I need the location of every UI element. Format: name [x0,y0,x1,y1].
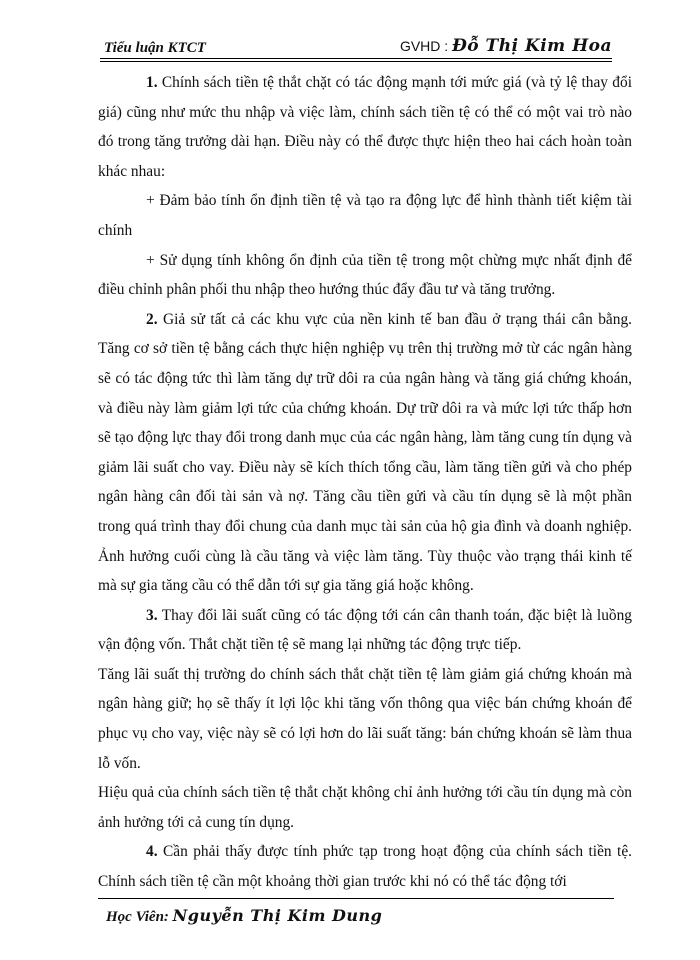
paragraph-1-text: Chính sách tiền tệ thắt chặt có tác động mạnh tới mức giá (và tỷ lệ thay đổi giá) cũng như mức thu nhập và việc làm, chính sách tiền tệ có thể có một vai trò nào đó trong tăng trưởng dài hạn. Điều này có thể được thực hiện theo hai cách hoàn toàn khác nhau: [98,74,632,180]
paragraph-4-text: Cần phải thấy được tính phức tạp trong hoạt động của chính sách tiền tệ. Chính sách tiền tệ cần một khoảng thời gian trước khi nó có thể tác động tới [98,843,632,891]
paragraph-3 [98,601,632,660]
advisor-name: Đỗ Thị Kim Hoa [451,36,612,56]
footer-divider [98,898,614,899]
paragraph-2-number: 2. [146,310,158,328]
paragraph-3-continued: Tăng lãi suất thị trường do chính sách thắt chặt tiền tệ làm giảm giá chứng khoán mà ngân hàng giữ; họ sẽ thấy ít lợi lộc khi tăng vốn thông qua việc bán chứng khoán để phục vụ cho vay, việc này sẽ có lợi hơn do lãi suất tăng: bán chứng khoán sẽ làm thua lỗ vốn. [98,665,632,772]
course-title: Tiểu luận KTCT [104,40,206,56]
paragraph-4 [98,837,632,896]
paragraph-1 [98,68,632,186]
student-name: Nguyễn Thị Kim Dung [172,906,383,925]
paragraph-2 [98,305,632,601]
paragraph-1-number: 1. [146,74,158,91]
header-divider [100,58,612,62]
advisor-label: GVHD : [399,38,449,54]
paragraph-2-text: Giả sử tất cả các khu vực của nền kinh tế ban đầu ở trạng thái cân bằng. Tăng cơ sở tiền tệ bằng cách thực hiện nghiệp vụ trên thị trường mở từ các ngân hàng sẽ có tác động tức thì làm tăng dự trữ dôi ra của ngân hàng và tăng giá chứng khoán, và điều này làm giảm lợi tức của chứng khoán. Dự trữ dôi ra và mức lợi tức thấp hơn sẽ tạo động lực thay đổi trong danh mục của các ngân hàng, làm tăng cung tín dụng và giảm lãi suất cho vay. Điều này sẽ kích thích tổng cầu, làm tăng tiền gửi và cho phép ngân hàng cân đối tài sản và nợ. Tăng cầu tiền gửi và cầu tín dụng sẽ là một phần trong quá trình thay đổi chung của danh mục tài sản của hộ gia đình và doanh nghiệp. Ảnh hưởng cuối cùng là cầu tăng và việc làm tăng. Tùy thuộc vào trạng thái kinh tế mà sự gia tăng cầu có thể dẫn tới sự gia tăng giá hoặc không. [98,310,632,595]
bullet-1: + Đảm bảo tính ổn định tiền tệ và tạo ra động lực để hình thành tiết kiệm tài chính [98,192,632,239]
student-label: Học Viên: [106,909,169,925]
bullet-2: + Sử dụng tính không ổn định của tiền tệ trong một chừng mực nhất định để điều chỉnh phân phối thu nhập theo hướng thúc đẩy đầu tư và tăng trưởng. [98,251,632,299]
page-footer [106,906,382,926]
page-header [100,30,612,58]
paragraph-3-conclusion: Hiệu quả của chính sách tiền tệ thắt chặt không chỉ ảnh hưởng tới cầu tín dụng mà còn ảnh hưởng tới cả cung tín dụng. [98,784,632,831]
page-body [98,68,632,897]
paragraph-3-text: Thay đổi lãi suất cũng có tác động tới cán cân thanh toán, đặc biệt là luồng vận động vốn. Thắt chặt tiền tệ sẽ mang lại những tác động trực tiếp. [98,606,632,654]
paragraph-4-number: 4. [146,843,158,861]
paragraph-3-number: 3. [146,606,158,624]
advisor [400,36,612,56]
